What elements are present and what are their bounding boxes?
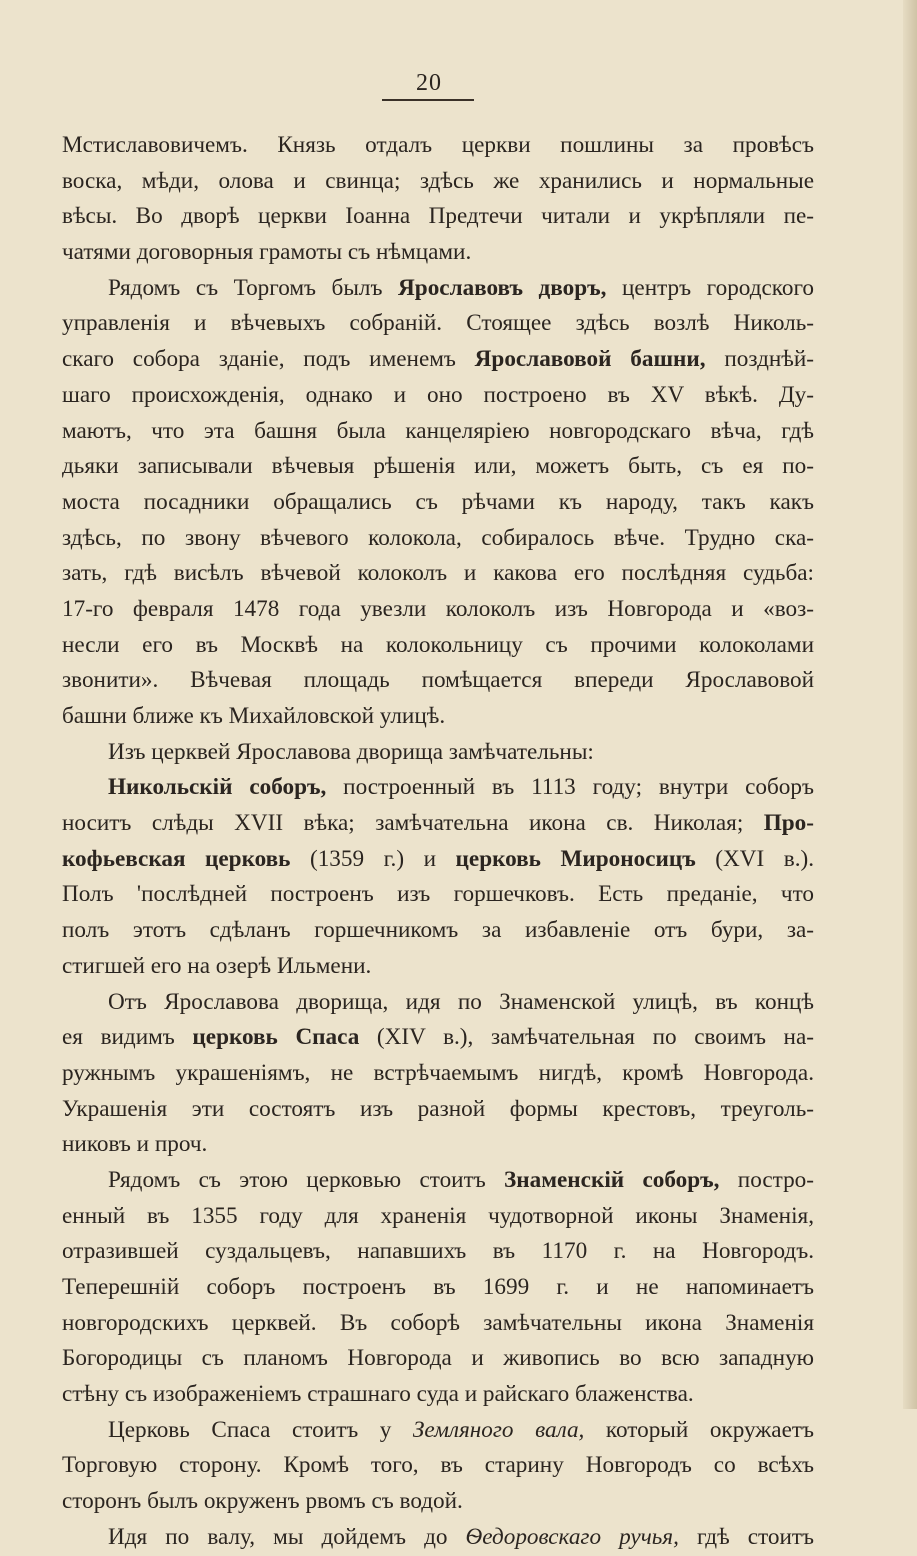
text-run: башни ближе къ Михайловской улицѣ.: [62, 703, 446, 729]
text-run: вѣсы. Во дворѣ церкви Іоанна Предтечи читали и укрѣпляли пе-: [62, 203, 814, 230]
text-line: [62, 164, 814, 200]
text-run: Церковь Спаса стоитъ у: [108, 1416, 413, 1443]
bold-term: Про-: [763, 810, 814, 837]
text-line: [62, 1056, 814, 1092]
text-run: (1359 г.) и: [290, 845, 456, 872]
text-run: новгородскихъ церквей. Въ соборѣ замѣчательны икона Знаменія: [62, 1309, 814, 1336]
text-run: Рядомъ съ этою церковью стоитъ: [108, 1166, 505, 1193]
text-line: [62, 128, 814, 164]
text-run: ея видимъ: [62, 1024, 193, 1051]
text-line: [62, 949, 814, 985]
bold-term: Никольскій соборъ,: [108, 774, 327, 801]
text-line: [62, 1448, 814, 1484]
text-line: [62, 770, 814, 806]
text-run: отразившей суздальцевъ, напавшихъ въ 1170 г. на Новгородъ.: [62, 1238, 814, 1265]
text-line: [62, 199, 814, 235]
text-run: 17-го февраля 1478 года увезли колоколъ изъ Новгорода и «воз-: [62, 595, 814, 622]
text-run: Мстиславовичемъ. Князь отдалъ церкви пошлины за провѣсъ: [62, 132, 814, 158]
text-line: [62, 842, 814, 878]
text-line: [62, 877, 814, 913]
text-run: Торговую сторону. Кромѣ того, въ старину Новгородъ со всѣхъ: [62, 1452, 814, 1479]
page-number-rule: [382, 99, 474, 101]
text-line: [62, 1377, 814, 1413]
page-number: 20: [416, 70, 442, 96]
text-line: [62, 699, 814, 735]
text-run: постро-: [719, 1166, 814, 1193]
text-run: Теперешній соборъ построенъ въ 1699 г. и не напоминаетъ: [62, 1274, 814, 1300]
text-line: [62, 663, 814, 699]
text-run: здѣсь, по звону вѣчевого колокола, собиралось вѣче. Трудно ска-: [62, 524, 814, 551]
text-line: [62, 414, 814, 450]
text-run: енный въ 1355 году для храненія чудотворной иконы Знаменія,: [62, 1202, 814, 1229]
text-run: стѣну съ изображеніемъ страшнаго суда и райскаго блаженства.: [62, 1381, 694, 1408]
text-line: [62, 1127, 814, 1163]
text-run: сторонъ былъ окруженъ рвомъ съ водой.: [62, 1488, 463, 1515]
text-line: [62, 985, 814, 1021]
italic-term: Ѳедоровскаго ручья,: [465, 1523, 679, 1550]
text-line: [62, 1520, 814, 1556]
text-run: Украшенія эти состоятъ изъ разной формы крестовъ, треуголь-: [62, 1095, 814, 1122]
text-run: стигшей его на озерѣ Ильмени.: [62, 952, 372, 979]
text-run: построенный въ 1113 году; внутри соборъ: [326, 774, 814, 801]
text-line: [62, 628, 814, 664]
italic-term: Земляного вала,: [412, 1416, 585, 1443]
text-run: никовъ и проч.: [62, 1131, 208, 1158]
text-run: маютъ, что эта башня была канцеляріею новгородскаго вѣча, гдѣ: [62, 417, 814, 444]
text-line: [62, 378, 814, 414]
text-line: [62, 1341, 814, 1377]
text-line: [62, 1199, 814, 1235]
bold-term: кофьевская церковь: [62, 845, 291, 872]
text-run: гдѣ стоитъ: [678, 1523, 814, 1550]
bold-term: Ярославовой башни,: [474, 346, 706, 373]
text-run: Богородицы съ планомъ Новгорода и живопись во всю западную: [62, 1345, 814, 1372]
text-line: [62, 1306, 814, 1342]
text-line: [62, 485, 814, 521]
body-text: [62, 128, 814, 1556]
text-line: [62, 271, 814, 307]
text-run: Рядомъ съ Торгомъ былъ: [108, 274, 399, 301]
text-line: [62, 1413, 814, 1449]
text-line: [62, 592, 814, 628]
text-line: [62, 235, 814, 271]
text-run: Отъ Ярославова дворища, идя по Знаменской улицѣ, въ концѣ: [108, 988, 814, 1015]
text-line: [62, 1234, 814, 1270]
text-run: чатями договорныя грамоты съ нѣмцами.: [62, 239, 472, 266]
text-run: шаго происхожденія, однако и оно построено въ XV вѣкѣ. Ду-: [62, 381, 814, 408]
text-run: который окружаетъ: [584, 1416, 814, 1443]
page-edge-shadow: [903, 0, 917, 1409]
text-run: Идя по валу, мы дойдемъ до: [108, 1523, 466, 1550]
text-line: [62, 1020, 814, 1056]
text-line: [62, 735, 814, 771]
text-line: [62, 1092, 814, 1128]
bold-term: церковь Спаса: [192, 1024, 360, 1051]
text-run: моста посадники обращались съ рѣчами къ народу, такъ какъ: [62, 488, 814, 515]
text-run: (XVI в.).: [695, 845, 815, 872]
text-line: [62, 806, 814, 842]
text-run: скаго собора зданіе, подъ именемъ: [62, 346, 475, 373]
text-run: Полъ 'послѣдней построенъ изъ горшечковъ. Есть преданіе, что: [62, 881, 814, 908]
text-run: полъ этотъ сдѣланъ горшечникомъ за избавленіе отъ бури, за-: [62, 917, 814, 944]
text-run: звонити». Вѣчевая площадь помѣщается впереди Ярославовой: [62, 667, 814, 694]
text-line: [62, 913, 814, 949]
text-line: [62, 1163, 814, 1199]
text-run: управленія и вѣчевыхъ собраній. Стоящее здѣсь возлѣ Николь-: [62, 310, 814, 337]
text-run: дьяки записывали вѣчевыя рѣшенія или, можетъ быть, съ ея по-: [62, 453, 814, 480]
text-run: ружнымъ украшеніямъ, не встрѣчаемымъ нигдѣ, кромѣ Новгорода.: [62, 1059, 814, 1086]
text-line: [62, 556, 814, 592]
text-line: [62, 342, 814, 378]
bold-term: Знаменскій соборъ,: [504, 1166, 720, 1193]
bold-term: церковь Мироносицъ: [455, 845, 696, 872]
text-run: (XIV в.), замѣчательная по своимъ на-: [359, 1024, 814, 1051]
text-run: центръ городского: [606, 274, 815, 301]
text-run: воска, мѣди, олова и свинца; здѣсь же хранились и нормальные: [62, 167, 814, 194]
bold-term: Ярославовъ дворъ,: [398, 274, 607, 301]
text-line: [62, 1270, 814, 1306]
text-line: [62, 521, 814, 557]
text-line: [62, 1484, 814, 1520]
text-run: позднѣй-: [705, 346, 815, 373]
text-run: Изъ церквей Ярославова дворища замѣчательны:: [108, 738, 594, 765]
text-run: несли его въ Москвѣ на колокольницу съ прочими колоколами: [62, 631, 814, 658]
text-run: зать, гдѣ висѣлъ вѣчевой колоколъ и какова его послѣдняя судьба:: [62, 560, 814, 587]
text-line: [62, 306, 814, 342]
text-line: [62, 449, 814, 485]
text-run: носитъ слѣды XVII вѣка; замѣчательна икона св. Николая;: [62, 810, 764, 837]
